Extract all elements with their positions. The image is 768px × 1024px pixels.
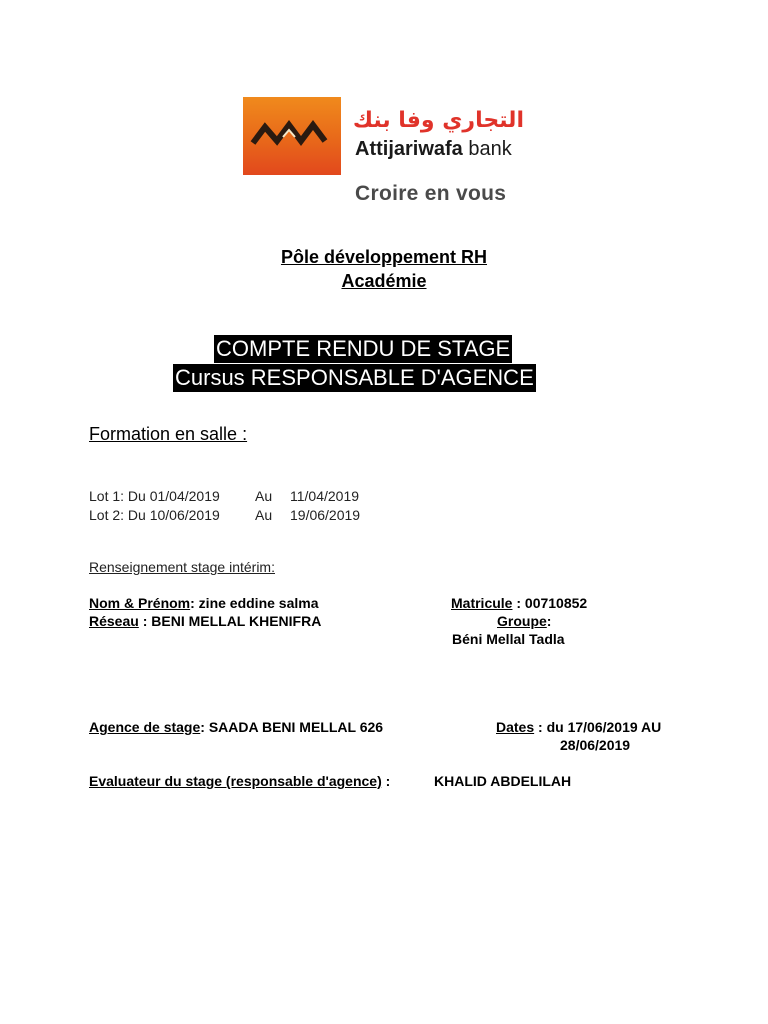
- groupe-label: Groupe: [497, 613, 547, 629]
- lot-au: Au: [255, 488, 273, 504]
- brand-bold: Attijariwafa: [355, 138, 463, 160]
- evaluateur-value: KHALID ABDELILAH: [434, 773, 572, 789]
- agence-label: Agence de stage: [89, 719, 201, 735]
- brand-light: bank: [468, 138, 512, 160]
- logo-chevrons-icon: [243, 97, 341, 175]
- evaluateur-field: [89, 772, 390, 790]
- renseignement-heading: Renseignement stage intérim:: [89, 559, 275, 575]
- dates-end-value: 28/06/2019: [560, 737, 631, 753]
- evaluateur-colon: :: [381, 773, 391, 789]
- lot-au: Au: [255, 507, 273, 523]
- logo-mark: [243, 97, 341, 175]
- groupe-value: Béni Mellal Tadla: [452, 631, 565, 647]
- section-title: Formation en salle :: [89, 424, 248, 444]
- evaluateur-label: Evaluateur du stage (responsable d'agence): [89, 773, 382, 789]
- reseau-label: Réseau: [89, 613, 139, 629]
- lot-end-date: 11/04/2019: [290, 488, 360, 504]
- agence-value: : SAADA BENI MELLAL 626: [200, 719, 384, 735]
- logo-arabic-text: التجاري وفا بنك: [352, 108, 524, 133]
- reseau-value: : BENI MELLAL KHENIFRA: [138, 613, 322, 629]
- matricule-field: [451, 594, 587, 612]
- lot-label: Lot 1: Du 01/04/2019: [89, 488, 220, 504]
- dates-value: : du 17/06/2019 AU: [534, 719, 662, 735]
- logo-brand-name: [355, 137, 512, 161]
- agence-field: [89, 718, 383, 736]
- dates-field: [496, 718, 661, 736]
- nom-label: Nom & Prénom: [89, 595, 191, 611]
- groupe-field: [497, 612, 551, 630]
- lot-label: Lot 2: Du 10/06/2019: [89, 507, 220, 523]
- header-pole: Pôle développement RH: [280, 247, 488, 267]
- groupe-colon: :: [546, 613, 552, 629]
- lot-row: [89, 506, 489, 524]
- report-subtitle: Cursus RESPONSABLE D'AGENCE: [175, 365, 534, 390]
- nom-field: [89, 594, 319, 612]
- dates-label: Dates: [496, 719, 535, 735]
- matricule-value: : 00710852: [512, 595, 588, 611]
- reseau-field: [89, 612, 321, 630]
- report-title: COMPTE RENDU DE STAGE: [216, 336, 511, 361]
- nom-value: : zine eddine salma: [190, 595, 319, 611]
- lot-end-date: 19/06/2019: [290, 507, 361, 523]
- header-academie: Académie: [341, 271, 427, 291]
- logo-slogan: Croire en vous: [355, 182, 507, 205]
- lot-row: [89, 487, 489, 505]
- matricule-label: Matricule: [451, 595, 513, 611]
